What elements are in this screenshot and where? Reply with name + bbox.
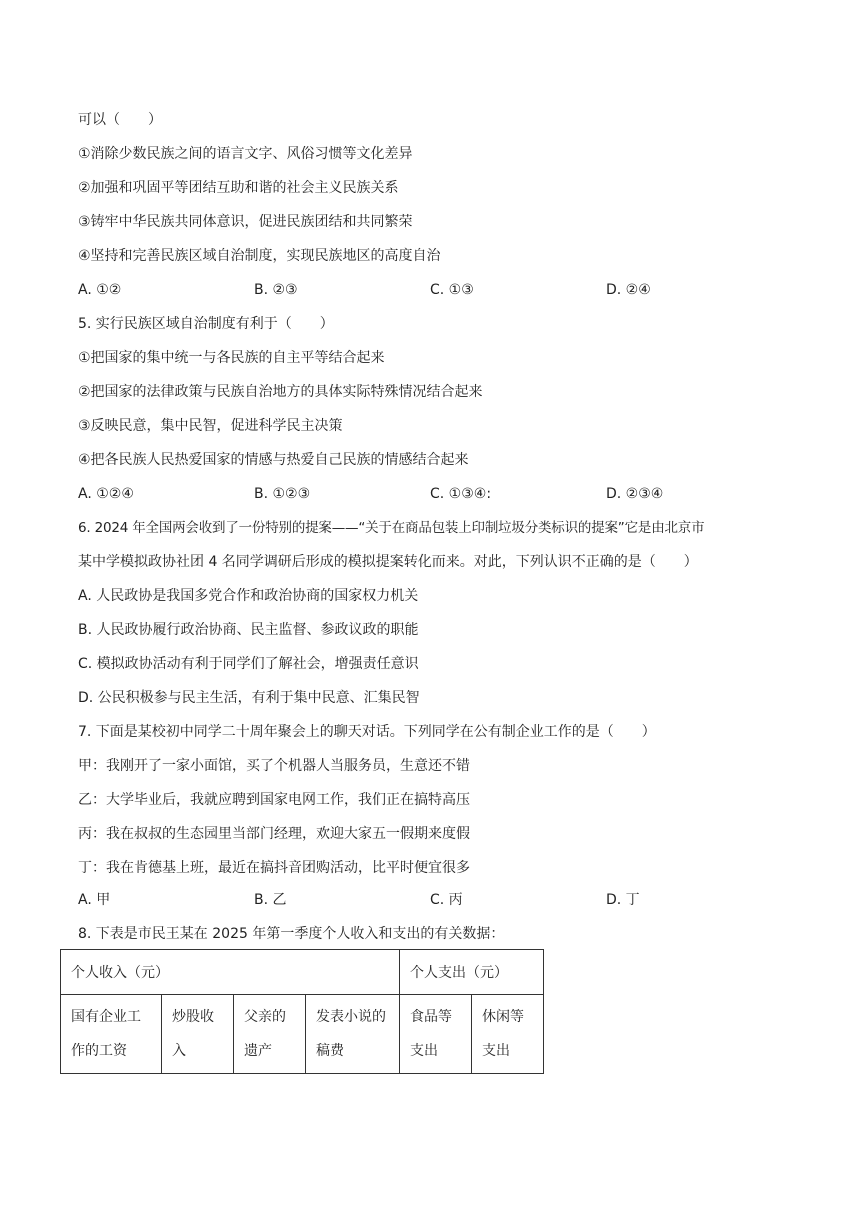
q7-option-a[interactable]: A. 甲 — [78, 892, 111, 908]
q5-item-2: ②把国家的法律政策与民族自治地方的具体实际特殊情况结合起来 — [78, 384, 483, 400]
q5-item-3: ③反映民意，集中民智，促进科学民主决策 — [78, 418, 343, 434]
q4-item-1: ①消除少数民族之间的语言文字、风俗习惯等文化差异 — [78, 146, 413, 162]
q4-options — [78, 280, 798, 300]
q5-item-4: ④把各民族人民热爱国家的情感与热爱自己民族的情感结合起来 — [78, 452, 469, 468]
q6-option-d[interactable]: D. 公民积极参与民主生活，有利于集中民意、汇集民智 — [78, 690, 420, 706]
q7-option-b[interactable]: B. 乙 — [254, 892, 287, 908]
q7-dialog-bing: 丙：我在叔叔的生态园里当部门经理，欢迎大家五一假期来度假 — [78, 826, 470, 842]
q4-option-a[interactable]: A. ①② — [78, 282, 122, 298]
q6-option-c[interactable]: C. 模拟政协活动有利于同学们了解社会，增强责任意识 — [78, 656, 419, 672]
q7-stem: 7. 下面是某校初中同学二十周年聚会上的聊天对话。下列同学在公有制企业工作的是（ ） — [78, 724, 656, 740]
q6-option-a[interactable]: A. 人民政协是我国多党合作和政治协商的国家权力机关 — [78, 588, 419, 604]
cell-food-expense: 食品等 支出 — [400, 995, 472, 1074]
cell-leisure-expense: 休闲等 支出 — [472, 995, 544, 1074]
q5-option-d[interactable]: D. ②③④ — [606, 486, 664, 502]
q7-option-d[interactable]: D. 丁 — [606, 892, 640, 908]
q5-option-a[interactable]: A. ①②④ — [78, 486, 134, 502]
q4-option-c[interactable]: C. ①③ — [430, 282, 474, 298]
q5-options — [78, 484, 798, 504]
q5-option-b[interactable]: B. ①②③ — [254, 486, 311, 502]
q7-dialog-yi: 乙：大学毕业后，我就应聘到国家电网工作，我们正在搞特高压 — [78, 792, 470, 808]
q4-stem-tail: 可以（ ） — [78, 112, 162, 128]
q4-item-3: ③铸牢中华民族共同体意识，促进民族团结和共同繁荣 — [78, 214, 413, 230]
q4-item-2: ②加强和巩固平等团结互助和谐的社会主义民族关系 — [78, 180, 399, 196]
cell-royalty: 发表小说的 稿费 — [306, 995, 400, 1074]
cell-stock-income: 炒股收 入 — [162, 995, 234, 1074]
q7-dialog-jia: 甲：我刚开了一家小面馆，买了个机器人当服务员，生意还不错 — [78, 758, 470, 774]
q6-stem-line-1: 6. 2024 年全国两会收到了一份特别的提案——“关于在商品包装上印制垃圾分类标识的提案”它是由北京市 — [78, 520, 705, 536]
income-header: 个人收入（元） — [61, 950, 400, 995]
q7-options — [78, 890, 798, 910]
cell-inheritance: 父亲的 遗产 — [234, 995, 306, 1074]
q7-dialog-ding: 丁：我在肯德基上班，最近在搞抖音团购活动，比平时便宜很多 — [78, 860, 470, 876]
income-expense-table — [60, 949, 544, 1074]
q5-item-1: ①把国家的集中统一与各民族的自主平等结合起来 — [78, 350, 385, 366]
q6-option-b[interactable]: B. 人民政协履行政治协商、民主监督、参政议政的职能 — [78, 622, 419, 638]
q5-option-c[interactable]: C. ①③④: — [430, 486, 492, 502]
q4-item-4: ④坚持和完善民族区域自治制度，实现民族地区的高度自治 — [78, 248, 441, 264]
cell-state-salary: 国有企业工 作的工资 — [61, 995, 162, 1074]
q6-stem-line-2: 某中学模拟政协社团 4 名同学调研后形成的模拟提案转化而来。对此，下列认识不正确的是（ ） — [78, 554, 698, 570]
q4-option-d[interactable]: D. ②④ — [606, 282, 651, 298]
q7-option-c[interactable]: C. 丙 — [430, 892, 463, 908]
expense-header: 个人支出（元） — [400, 950, 544, 995]
q4-option-b[interactable]: B. ②③ — [254, 282, 298, 298]
q5-stem: 5. 实行民族区域自治制度有利于（ ） — [78, 316, 334, 332]
q8-stem: 8. 下表是市民王某在 2025 年第一季度个人收入和支出的有关数据： — [78, 926, 505, 942]
